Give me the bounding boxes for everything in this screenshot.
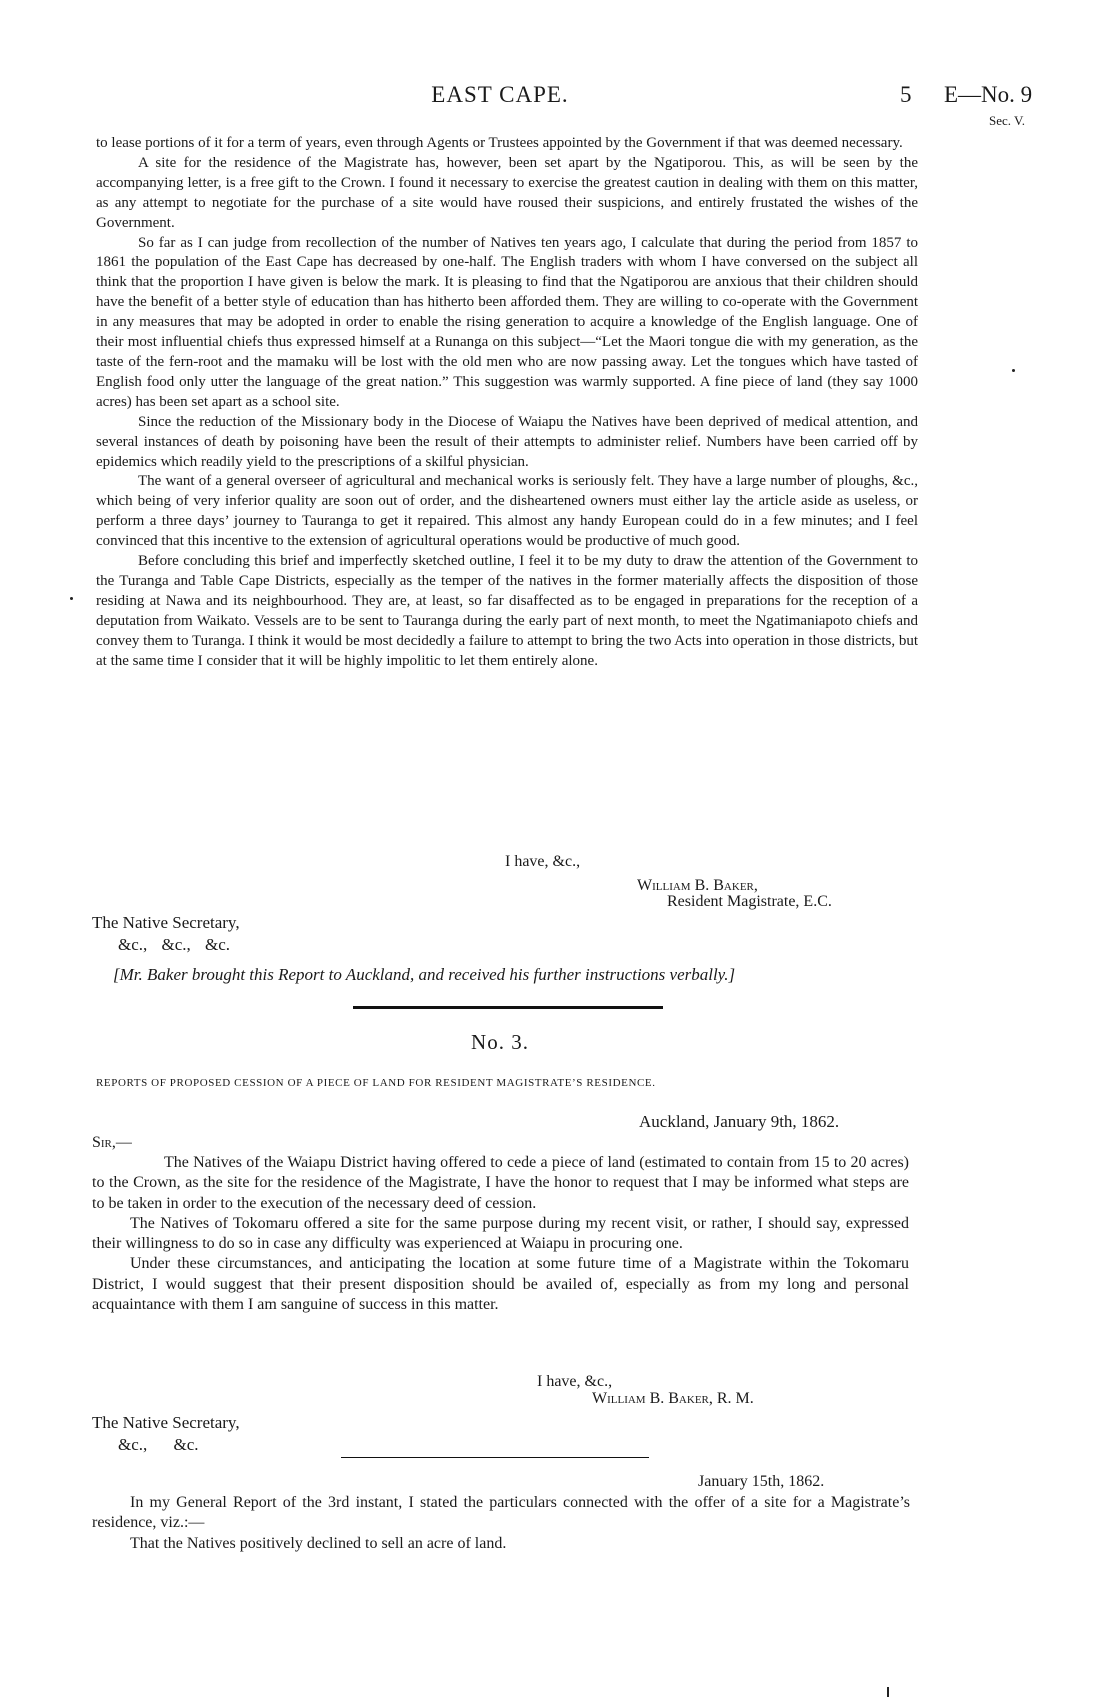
letter-paragraph: That the Natives positively declined to sell an acre of land. (130, 1534, 507, 1552)
report-signature-title: Resident Magistrate, E.C. (667, 893, 832, 910)
report-paragraph: A site for the residence of the Magistrate has, however, been set apart by the Ngatiporou. This, as will be seen by the accompanying letter, is a free gift to the Crown. I found it necessary to exercise the greatest caution in dealing with them on this matter, as any attempt to negotiate for the purchase of a site would have roused their suspicions, and entirely frustated the wishes of the Government. (96, 154, 918, 231)
letter-closing: I have, &c., (537, 1373, 613, 1390)
report-paragraph: Since the reduction of the Missionary body in the Diocese of Waiapu the Natives have been deprived of medical attention, and several instances of death by poisoning have been the result of their attempts to administer relief. Numbers have been carried off by epidemics which readily yield to the prescriptions of a skilful physician. (96, 413, 918, 470)
report-closing: I have, &c., (505, 853, 581, 870)
letter-body (92, 1153, 909, 1315)
letter-date: Auckland, January 9th, 1862. (639, 1112, 840, 1131)
letter-addressee: The Native Secretary, (92, 1413, 240, 1432)
section-heading: No. 3. (471, 1030, 529, 1054)
report-addressee-etc: &c., &c., &c. (118, 935, 231, 954)
page-speck (887, 1687, 889, 1697)
report-paragraph: So far as I can judge from recollection of the number of Natives ten years ago, I calculate that during the period from 1857 to 1861 the population of the East Cape has decreased by one-half. The English traders with whom I have conversed on the subject all think that the proportion I have given is below the mark. It is pleasing to find that the Ngatiporou are anxious that their children should have the benefit of a better style of education than has hitherto been afforded them. They are willing to co-operate with the Government in any measures that may be adopted in order to enable the rising generation to acquire a knowledge of the English language. One of their most influential chiefs thus expressed himself at a Runanga on this subject—“Let the Maori tongue die with my generation, as the taste of the fern-root and the mamaku will be lost with the old men who are now passing away. Let the tongues which have tasted of English food only utter the language of the great nation.” This suggestion was warmly supported. A fine piece of land (they say 1000 acres) has been set apart as a school site. (96, 234, 918, 410)
letter-paragraph: Under these circumstances, and anticipating the location at some future time of a Magistrate within the Tokomaru District, I would suggest that their present disposition should be availed of, especially as from my long and personal acquaintance with them I am sanguine of success in this matter. (92, 1255, 909, 1314)
section-subheading: REPORTS OF PROPOSED CESSION OF A PIECE OF LAND FOR RESIDENT MAGISTRATE’S RESIDENCE. (96, 1077, 656, 1089)
report-paragraph: to lease portions of it for a term of years, even through Agents or Trustees appointed by the Government if that was deemed necessary. (96, 135, 903, 151)
letter-paragraph: In my General Report of the 3rd instant, I stated the particulars connected with the offer of a site for a Magistrate’s residence, viz.:— (92, 1494, 910, 1532)
letter-paragraph: The Natives of Tokomaru offered a site for the same purpose during my recent visit, or rather, I should say, expressed their willingness to do so in case any difficulty was experienced at Waiapu in procuring one. (92, 1214, 909, 1253)
page-title: EAST CAPE. (431, 82, 569, 107)
section-divider (353, 1006, 663, 1009)
second-letter-date: January 15th, 1862. (698, 1473, 825, 1490)
page-speck (70, 597, 73, 600)
report-signature-name: William B. Baker, (637, 877, 758, 894)
salutation: Sir,— (92, 1134, 132, 1151)
report-note: [Mr. Baker brought this Report to Auckland, and received his further instructions verbally.] (113, 965, 736, 984)
second-letter-body (92, 1493, 910, 1554)
report-body (96, 134, 918, 671)
letter-signature: William B. Baker, R. M. (592, 1390, 754, 1407)
letter-paragraph: The Natives of the Waiapu District having offered to cede a piece of land (estimated to contain from 15 to 20 acres) to the Crown, as the site for the residence of the Magistrate, I have the honor to request that I may be informed what steps are to be taken in order to the execution of the necessary deed of cession. (92, 1154, 909, 1212)
document-reference: E—No. 9 (944, 82, 1033, 107)
report-addressee: The Native Secretary, (92, 913, 240, 932)
section-label: Sec. V. (989, 113, 1025, 128)
letter-divider (341, 1457, 649, 1458)
page-number: 5 (900, 82, 912, 107)
page-speck (1012, 369, 1015, 372)
report-paragraph: The want of a general overseer of agricultural and mechanical works is seriously felt. They have a large number of ploughs, &c., which being of very inferior quality are soon out of order, and the disheartened owners must either lay the article aside as useless, or perform a three days’ journey to Tauranga to get it repaired. This almost any handy European could do in a few minutes; and I feel convinced that this incentive to the extension of agricultural operations would be productive of much good. (96, 473, 918, 550)
report-paragraph: Before concluding this brief and imperfectly sketched outline, I feel it to be my duty to draw the attention of the Government to the Turanga and Table Cape Districts, especially as the temper of the natives in the former materially affects the disposition of those residing at Nawa and its neighbourhood. They are, at least, so far disaffected as to be engaged in preparations for the reception of a deputation from Waikato. Vessels are to be sent to Tauranga during the early part of next month, to meet the Ngatimaniapoto chiefs and convey them to Turanga. I think it would be most decidedly a failure to attempt to bring the two Acts into operation in those districts, but at the same time I consider that it will be highly impolitic to let them entirely alone. (96, 553, 918, 669)
letter-addressee-etc: &c., &c. (118, 1435, 199, 1454)
